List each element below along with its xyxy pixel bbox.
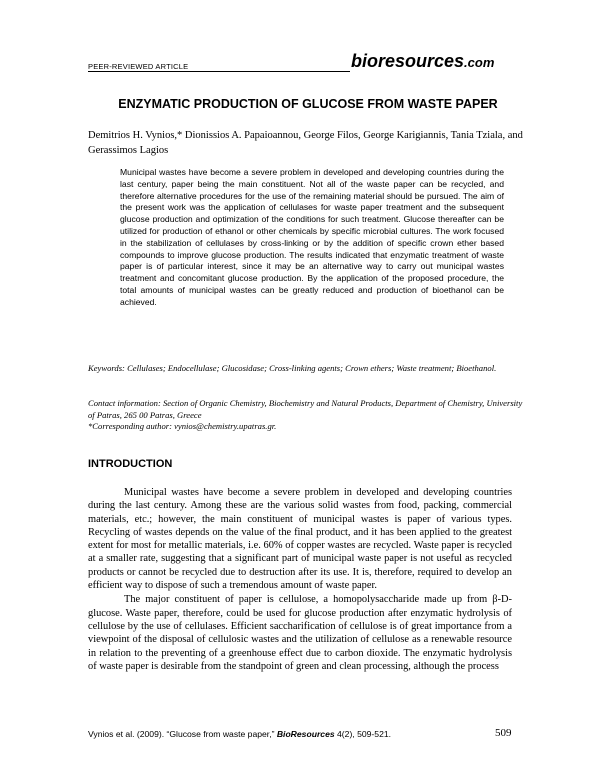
site-domain: .com [464, 55, 495, 70]
corresponding-author: *Corresponding author: vynios@chemistry.upatras.gr. [88, 421, 277, 431]
contact-information [88, 398, 528, 433]
peer-reviewed-label: PEER-REVIEWED ARTICLE [88, 62, 189, 71]
body-paragraph: Municipal wastes have become a severe problem in developed and developing countries during the last century. Among these are the various solid wastes from food, packing, commercial materials, etc.; however, the main constituent of municipal wastes is paper of various types. Recycling of wastes depends on the value of the final product, and it has been applied to the greatest extent for most for metallic materials, i.e. 60% of copper wastes are recycled. Waste paper is recycled at a smaller rate, suggesting that a significant part of municipal waste paper is not useful as recycled products or cannot be recycled due to destruction after its use. It is, therefore, required to develop an efficient way to dispose of such a tremendous amount of waste paper. [88, 487, 512, 592]
citation-footer [88, 729, 391, 739]
journal-name: BioResources [276, 729, 335, 739]
page-number: 509 [495, 727, 512, 739]
citation-prefix: Vynios et al. (2009). “Glucose from waste paper,” [88, 729, 275, 739]
section-heading-introduction: INTRODUCTION [88, 458, 173, 470]
keywords: Keywords: Cellulases; Endocellulase; Glucosidase; Cross-linking agents; Crown ethers; Waste treatment; Bioethanol. [88, 363, 497, 373]
contact-affiliation: Contact information: Section of Organic Chemistry, Biochemistry and Natural Products, Department of Chemistry, University of Patras, 265 00 Patras, Greece [88, 398, 523, 420]
abstract: Municipal wastes have become a severe problem in developed and developing countries during the last century, paper being the main constituent. Not all of the waste paper can be recycled, and therefore alternative procedures for the use of the remaining material should be pursued. The aim of the present work was the application of cellulases for waste paper treatment and the subsequent glucose production and optimization of the conditions for such treatment. Glucose thereafter can be utilized for production of ethanol or other chemicals by specific microbial cultures. The work focused in the stabilization of cellulases by cross-linking or by the addition of specific crown ether based compounds to improve glucose production. The results indicated that enzymatic treatment of waste paper is of particular interest, since it may be an alternative way to carry out municipal wastes treatment and concomitant glucose production. By the application of the proposed procedure, the total amounts of municipal wastes can be greatly reduced and production of bioethanol can be achieved. [120, 167, 504, 307]
site-logo [351, 51, 494, 72]
body-text [88, 486, 512, 674]
author-list: Demitrios H. Vynios,* Dionissios A. Papaioannou, George Filos, George Karigiannis, Tania Tziala, and Gerassimos Lagios [88, 130, 523, 156]
site-name: bioresources [351, 51, 465, 71]
article-title: ENZYMATIC PRODUCTION OF GLUCOSE FROM WASTE PAPER [118, 97, 498, 111]
body-paragraph: The major constituent of paper is cellulose, a homopolysaccharide made up from β-D-glucose. Waste paper, therefore, could be used for glucose production after enzymatic hydrolysis of cellulose by the use of cellulases. Efficient saccharification of cellulose is of great importance from a viewpoint of the disposal of cellulosic wastes and the utilization of cellulose as a renewable resource in relation to the preventing of a greenhouse effect due to carbon dioxide. The enzymatic hydrolysis of waste paper is desirable from the standpoint of green and clean processing, although the process [88, 594, 512, 672]
citation-suffix: 4(2), 509-521. [337, 729, 392, 739]
header-rule [88, 71, 350, 72]
